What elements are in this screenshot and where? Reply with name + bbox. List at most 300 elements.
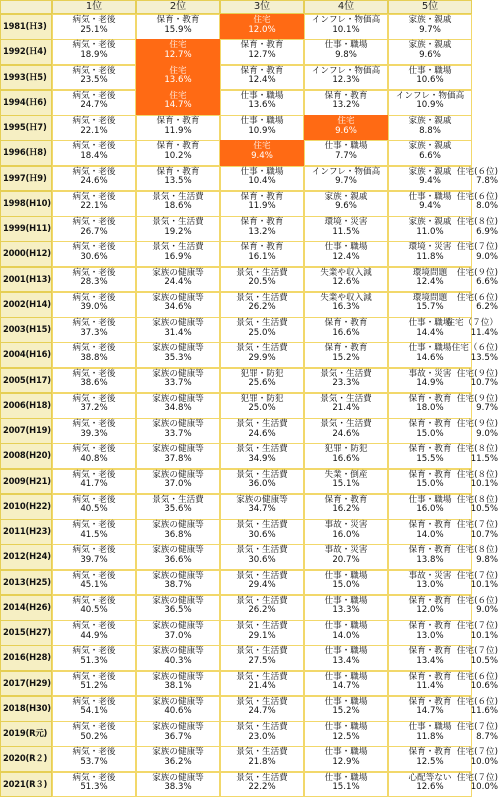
concern-label: 仕事・職場 xyxy=(324,671,368,682)
rank-cell-3 xyxy=(220,166,304,192)
concern-label: 景気・生活費 xyxy=(236,267,288,278)
housing-rank-percent: 7.8% xyxy=(476,176,498,186)
housing-rank-label: 住宅(８位) xyxy=(456,217,498,227)
rank-cell-3 xyxy=(220,645,304,671)
concern-percent: 24.6% xyxy=(332,428,360,439)
concern-label: 病気・老後 xyxy=(72,722,116,732)
rank-cell-2 xyxy=(136,14,220,40)
rank-cell-4 xyxy=(304,418,388,444)
rank-cell-1 xyxy=(52,671,136,697)
housing-rank-label: 住宅(７位) xyxy=(456,570,498,581)
concern-percent: 40.6% xyxy=(164,706,192,717)
concern-percent: 38.7% xyxy=(164,580,192,590)
rank-cell-2 xyxy=(136,696,220,722)
year-label: 2004(H16) xyxy=(0,342,52,368)
concern-percent: 14.7% xyxy=(416,706,444,717)
concern-label: 保育・教育 xyxy=(156,116,200,126)
concern-label: 事故・災害 xyxy=(408,570,452,581)
concern-percent: 34.7% xyxy=(248,504,276,515)
concern-label: 仕事・職場 xyxy=(324,696,368,707)
concern-percent: 12.5% xyxy=(416,756,444,767)
concern-label: 保育・教育 xyxy=(240,242,284,253)
concern-percent: 29.1% xyxy=(248,630,276,641)
concern-label: 家族の健康等 xyxy=(152,393,204,404)
concern-label: 景気・生活費 xyxy=(236,520,288,530)
year-label: 1994(Ｈ6) xyxy=(0,90,52,116)
rank-cell-2 xyxy=(136,595,220,621)
concern-percent: 36.5% xyxy=(164,605,192,616)
rank-cell-4 xyxy=(304,191,388,217)
concern-percent: 41.5% xyxy=(80,529,108,540)
concern-percent: 14.0% xyxy=(416,529,444,540)
concern-label: 景気・生活費 xyxy=(236,747,288,758)
year-label: 1997(Ｈ9) xyxy=(0,166,52,192)
rank-cell-2 xyxy=(136,166,220,192)
concern-percent: 38.6% xyxy=(80,378,108,388)
concern-percent: 14.6% xyxy=(416,352,444,363)
concern-percent: 41.7% xyxy=(80,479,108,489)
rank-cell-4 xyxy=(304,115,388,141)
concern-percent: 30.6% xyxy=(248,529,276,540)
concern-label: 病気・老後 xyxy=(72,40,116,51)
rank-cell-2 xyxy=(136,645,220,671)
housing-rank-percent: 9.0% xyxy=(476,251,498,262)
housing-rank-label: 住宅(６位) xyxy=(456,292,498,303)
rank-cell-1 xyxy=(52,721,136,747)
concern-percent: 40.8% xyxy=(80,453,108,464)
housing-rank-percent: 9.0% xyxy=(476,428,498,439)
rank-cell-3 xyxy=(220,267,304,293)
concern-percent: 38.8% xyxy=(80,352,108,363)
housing-rank-note xyxy=(440,570,500,596)
concern-label: 家族の健康等 xyxy=(152,318,204,328)
concern-percent: 14.0% xyxy=(332,630,360,641)
concern-label: 病気・老後 xyxy=(72,15,116,25)
concern-label: 家族の健康等 xyxy=(152,722,204,732)
concern-percent: 10.9% xyxy=(248,125,276,136)
housing-rank-label: 住宅(８位) xyxy=(456,444,498,455)
concern-label: 景気・生活費 xyxy=(236,772,288,783)
housing-rank-label: 住宅(６位) xyxy=(456,595,498,606)
rank-cell-1 xyxy=(52,519,136,545)
concern-percent: 18.0% xyxy=(416,403,444,414)
concern-label: 保育・教育 xyxy=(240,191,284,202)
concern-percent: 10.9% xyxy=(416,100,444,111)
concern-label: 景気・生活費 xyxy=(236,646,288,657)
housing-rank-percent: 8.7% xyxy=(476,731,498,742)
concern-percent: 15.0% xyxy=(416,428,444,439)
concern-percent: 27.5% xyxy=(248,655,276,666)
concern-label: 仕事・職場 xyxy=(408,722,452,732)
concern-percent: 26.7% xyxy=(80,226,108,237)
year-label: 2021(R３) xyxy=(0,772,52,798)
concern-percent: 13.0% xyxy=(416,580,444,590)
concern-percent: 25.1% xyxy=(80,24,108,35)
concern-label: 家族の健康等 xyxy=(152,621,204,631)
concern-percent: 15.1% xyxy=(332,479,360,489)
concern-label: 保育・教育 xyxy=(156,15,200,25)
housing-rank-percent: 10.5% xyxy=(470,504,498,515)
concern-percent: 21.4% xyxy=(248,681,276,691)
concern-percent: 13.4% xyxy=(332,655,360,666)
concern-label: 病気・老後 xyxy=(72,646,116,657)
concern-percent: 25.6% xyxy=(248,378,276,388)
rank-cell-2 xyxy=(136,216,220,242)
rank-cell-1 xyxy=(52,14,136,40)
housing-rank-percent: 9.7% xyxy=(476,403,498,414)
year-label: 1995(Ｈ7) xyxy=(0,115,52,141)
concern-label: 保育・教育 xyxy=(408,646,452,657)
housing-rank-note xyxy=(440,342,500,368)
concern-percent: 9.7% xyxy=(419,24,441,35)
concern-label: 病気・老後 xyxy=(72,141,116,152)
rank-cell-1 xyxy=(52,645,136,671)
rank-cell-2 xyxy=(136,544,220,570)
concern-percent: 15.7% xyxy=(416,302,444,313)
housing-rank-percent: 10.7% xyxy=(470,529,498,540)
rank-cell-5 xyxy=(388,140,472,166)
concern-percent: 12.6% xyxy=(332,277,360,287)
housing-rank-label: 住宅(６位) xyxy=(456,696,498,707)
concern-label: 病気・老後 xyxy=(72,267,116,278)
year-label: 1992(Ｈ4) xyxy=(0,39,52,65)
concern-percent: 14.7% xyxy=(332,681,360,691)
concern-percent: 21.8% xyxy=(248,756,276,767)
concern-label: 景気・生活費 xyxy=(236,621,288,631)
rank-cell-1 xyxy=(52,368,136,394)
concern-label: 環境・災害 xyxy=(324,217,368,227)
concern-label: 病気・老後 xyxy=(72,494,116,505)
rank-cell-3 xyxy=(220,14,304,40)
concern-label: 病気・老後 xyxy=(72,570,116,581)
rank-cell-1 xyxy=(52,342,136,368)
concern-label: 家族の健康等 xyxy=(152,520,204,530)
concern-percent: 12.4% xyxy=(332,251,360,262)
concern-percent: 14.4% xyxy=(416,327,444,338)
housing-rank-label: 住宅(９位) xyxy=(456,419,498,429)
concern-percent: 36.2% xyxy=(164,756,192,767)
year-label: 2006(H18) xyxy=(0,393,52,419)
concern-percent: 36.8% xyxy=(164,529,192,540)
concern-label: 仕事・職場 xyxy=(240,116,284,126)
concern-percent: 16.6% xyxy=(332,453,360,464)
concern-percent: 30.6% xyxy=(248,554,276,565)
housing-rank-percent: 10.6% xyxy=(470,681,498,691)
rank-cell-2 xyxy=(136,671,220,697)
rank-cell-4 xyxy=(304,696,388,722)
rank-cell-2 xyxy=(136,90,220,116)
housing-rank-note xyxy=(440,191,500,217)
rank-cell-4 xyxy=(304,772,388,798)
housing-rank-label: 住宅(８位) xyxy=(456,469,498,480)
housing-rank-label: 住宅（６位) xyxy=(451,343,498,354)
concern-label: 景気・生活費 xyxy=(236,722,288,732)
concern-label: 保育・教育 xyxy=(408,393,452,404)
concern-percent: 9.6% xyxy=(419,49,441,60)
concern-label: 家族・親戚 xyxy=(408,141,452,152)
concern-percent: 13.2% xyxy=(248,226,276,237)
rank-cell-1 xyxy=(52,620,136,646)
concern-label: 家族の健康等 xyxy=(152,444,204,455)
concern-label: 家族の健康等 xyxy=(152,747,204,758)
concern-label: 心配等ない xyxy=(408,772,452,783)
concern-label: 病気・老後 xyxy=(72,444,116,455)
rank-header-2: 2位 xyxy=(136,0,220,14)
concern-label: 失業や収入減 xyxy=(320,292,372,303)
concern-percent: 11.8% xyxy=(416,731,444,742)
concern-percent: 29.9% xyxy=(248,352,276,363)
rank-cell-2 xyxy=(136,443,220,469)
concern-label: 家族の健康等 xyxy=(152,570,204,581)
year-label: 2009(H21) xyxy=(0,469,52,495)
concern-label: 失業や収入減 xyxy=(320,267,372,278)
concern-percent: 21.4% xyxy=(332,403,360,414)
concern-percent: 39.3% xyxy=(80,428,108,439)
concern-percent: 14.7% xyxy=(164,100,192,111)
concern-label: 家族の健康等 xyxy=(152,696,204,707)
concern-label: 景気・生活費 xyxy=(236,469,288,480)
concern-label: 景気・生活費 xyxy=(236,696,288,707)
concern-label: 病気・老後 xyxy=(72,393,116,404)
housing-rank-percent: 10.0% xyxy=(470,756,498,767)
housing-rank-note xyxy=(440,696,500,722)
concern-label: 仕事・職場 xyxy=(324,747,368,758)
concern-percent: 29.4% xyxy=(248,580,276,590)
concern-label: 病気・老後 xyxy=(72,696,116,707)
rank-header-3: 3位 xyxy=(220,0,304,14)
rank-cell-5 xyxy=(388,115,472,141)
rank-cell-2 xyxy=(136,746,220,772)
concern-percent: 38.1% xyxy=(164,681,192,691)
rank-cell-3 xyxy=(220,418,304,444)
concern-percent: 12.4% xyxy=(248,75,276,85)
concern-percent: 9.8% xyxy=(335,49,357,60)
concern-label: 保育・教育 xyxy=(408,621,452,631)
rank-cell-2 xyxy=(136,418,220,444)
housing-rank-label: 住宅(６位) xyxy=(456,166,498,177)
concern-label: インフレ・物価高 xyxy=(311,65,381,76)
rank-cell-3 xyxy=(220,721,304,747)
year-label: 1996(Ｈ8) xyxy=(0,140,52,166)
concern-percent: 11.9% xyxy=(164,125,192,136)
concern-label: 家族の健康等 xyxy=(152,419,204,429)
rank-cell-1 xyxy=(52,216,136,242)
concern-percent: 35.3% xyxy=(164,352,192,363)
concern-percent: 51.2% xyxy=(80,681,108,691)
concern-label: 保育・教育 xyxy=(240,217,284,227)
concern-label: 景気・生活費 xyxy=(236,343,288,354)
concern-label: 病気・老後 xyxy=(72,595,116,606)
rank-cell-1 xyxy=(52,570,136,596)
concern-label: 仕事・職場 xyxy=(324,242,368,253)
concern-percent: 19.2% xyxy=(164,226,192,237)
concern-percent: 12.5% xyxy=(332,731,360,742)
concern-percent: 11.8% xyxy=(416,251,444,262)
concern-percent: 26.2% xyxy=(248,605,276,616)
concern-label: 保育・教育 xyxy=(408,469,452,480)
concern-label: 失業・倒産 xyxy=(324,469,368,480)
rank-cell-1 xyxy=(52,595,136,621)
concern-label: 景気・生活費 xyxy=(320,393,372,404)
concern-label: 環境問題 xyxy=(412,267,448,278)
concern-percent: 28.3% xyxy=(80,277,108,287)
concern-label: 家族・親戚 xyxy=(408,116,452,126)
rank-cell-4 xyxy=(304,721,388,747)
housing-rank-percent: 9.8% xyxy=(476,554,498,565)
concern-label: 住宅 xyxy=(169,40,187,51)
concern-label: 家族の健康等 xyxy=(152,469,204,480)
concern-label: 景気・生活費 xyxy=(152,242,204,253)
year-label: 2008(H20) xyxy=(0,443,52,469)
year-label: 1993(Ｈ5) xyxy=(0,65,52,91)
housing-rank-percent: 11.6% xyxy=(470,706,498,717)
rank-cell-2 xyxy=(136,241,220,267)
concern-percent: 24.4% xyxy=(164,277,192,287)
concern-percent: 34.8% xyxy=(164,403,192,414)
housing-rank-percent: 10.1% xyxy=(470,479,498,489)
rank-cell-2 xyxy=(136,115,220,141)
rank-cell-2 xyxy=(136,140,220,166)
concern-percent: 9.7% xyxy=(335,176,357,186)
concern-label: 住宅 xyxy=(253,15,271,25)
concern-percent: 22.1% xyxy=(80,201,108,212)
concern-percent: 36.6% xyxy=(164,554,192,565)
housing-rank-note xyxy=(440,494,500,520)
concern-percent: 23.3% xyxy=(332,378,360,388)
rank-cell-1 xyxy=(52,418,136,444)
year-label: 2014(H26) xyxy=(0,595,52,621)
concern-label: 保育・教育 xyxy=(408,545,452,556)
concern-percent: 51.3% xyxy=(80,782,108,792)
housing-rank-label: 住宅(６位) xyxy=(456,191,498,202)
year-label: 1981(Ｈ3) xyxy=(0,14,52,40)
concern-label: 保育・教育 xyxy=(408,595,452,606)
concern-label: 仕事・職場 xyxy=(324,646,368,657)
concern-label: 保育・教育 xyxy=(156,166,200,177)
concern-percent: 18.6% xyxy=(164,201,192,212)
rank-cell-5 xyxy=(388,90,472,116)
concern-label: 家族の健康等 xyxy=(152,368,204,379)
concern-label: 病気・老後 xyxy=(72,772,116,783)
concern-percent: 25.0% xyxy=(248,327,276,338)
concern-label: 病気・老後 xyxy=(72,242,116,253)
concern-percent: 18.4% xyxy=(80,150,108,161)
concern-percent: 9.4% xyxy=(419,176,441,186)
concern-label: 病気・老後 xyxy=(72,368,116,379)
concern-label: 家族・親戚 xyxy=(408,40,452,51)
rank-cell-4 xyxy=(304,90,388,116)
concern-percent: 13.6% xyxy=(164,75,192,85)
concern-label: 病気・老後 xyxy=(72,343,116,354)
concern-percent: 51.3% xyxy=(80,655,108,666)
rank-cell-4 xyxy=(304,368,388,394)
concern-percent: 10.2% xyxy=(164,150,192,161)
rank-cell-1 xyxy=(52,544,136,570)
rank-cell-4 xyxy=(304,342,388,368)
rank-cell-3 xyxy=(220,216,304,242)
concern-label: 保育・教育 xyxy=(324,318,368,328)
rank-cell-3 xyxy=(220,90,304,116)
concern-percent: 37.2% xyxy=(80,403,108,414)
housing-rank-percent: 6.2% xyxy=(476,302,498,313)
housing-rank-label: 住宅(９位) xyxy=(456,393,498,404)
concern-label: 保育・教育 xyxy=(240,40,284,51)
concern-label: 仕事・職場 xyxy=(408,65,452,76)
rank-cell-1 xyxy=(52,115,136,141)
rank-cell-3 xyxy=(220,292,304,318)
concern-percent: 15.0% xyxy=(416,479,444,489)
concern-percent: 16.1% xyxy=(248,251,276,262)
concern-percent: 13.2% xyxy=(332,100,360,111)
rank-cell-2 xyxy=(136,317,220,343)
concern-percent: 53.7% xyxy=(80,756,108,767)
housing-rank-note xyxy=(440,721,500,747)
housing-rank-label: 住宅(７位) xyxy=(456,242,498,253)
concern-percent: 20.7% xyxy=(332,554,360,565)
concern-label: 事故・災害 xyxy=(324,545,368,556)
concern-percent: 13.6% xyxy=(248,100,276,111)
housing-rank-percent: 10.5% xyxy=(470,655,498,666)
concern-label: 保育・教育 xyxy=(408,747,452,758)
year-label: 2015(H27) xyxy=(0,620,52,646)
housing-rank-note xyxy=(440,317,500,343)
concern-percent: 13.8% xyxy=(416,554,444,565)
rank-cell-2 xyxy=(136,721,220,747)
concern-label: 病気・老後 xyxy=(72,191,116,202)
concern-percent: 12.0% xyxy=(416,605,444,616)
concern-label: 病気・老後 xyxy=(72,545,116,556)
concern-percent: 40.5% xyxy=(80,504,108,515)
concern-percent: 11.5% xyxy=(332,226,360,237)
concern-percent: 23.5% xyxy=(80,75,108,85)
year-label: 2007(H19) xyxy=(0,418,52,444)
housing-rank-note xyxy=(440,443,500,469)
rank-cell-3 xyxy=(220,696,304,722)
rank-cell-1 xyxy=(52,746,136,772)
rank-cell-2 xyxy=(136,191,220,217)
concern-label: 病気・老後 xyxy=(72,469,116,480)
housing-rank-note xyxy=(440,544,500,570)
concern-label: 景気・生活費 xyxy=(152,494,204,505)
housing-rank-note xyxy=(440,267,500,293)
rank-cell-3 xyxy=(220,317,304,343)
rank-cell-3 xyxy=(220,115,304,141)
housing-rank-note xyxy=(440,620,500,646)
concern-percent: 13.4% xyxy=(416,655,444,666)
concern-percent: 12.9% xyxy=(332,756,360,767)
rank-cell-3 xyxy=(220,671,304,697)
housing-rank-percent: 13.5% xyxy=(470,352,498,363)
concern-label: 景気・生活費 xyxy=(236,292,288,303)
housing-rank-label: 住宅(７位) xyxy=(456,772,498,783)
concern-label: 家族・親戚 xyxy=(408,166,452,177)
year-label: 2013(H25) xyxy=(0,570,52,596)
rank-cell-2 xyxy=(136,342,220,368)
housing-rank-note xyxy=(440,418,500,444)
rank-cell-1 xyxy=(52,140,136,166)
rank-cell-3 xyxy=(220,544,304,570)
rank-cell-4 xyxy=(304,645,388,671)
concern-percent: 15.2% xyxy=(332,706,360,717)
concern-percent: 37.8% xyxy=(164,453,192,464)
year-label: 1998(H10) xyxy=(0,191,52,217)
concern-label: 仕事・職場 xyxy=(324,40,368,51)
concern-percent: 12.7% xyxy=(248,49,276,60)
housing-rank-percent: 9.0% xyxy=(476,605,498,616)
concern-label: 家族の健康等 xyxy=(152,772,204,783)
housing-rank-note xyxy=(440,368,500,394)
rank-cell-3 xyxy=(220,772,304,798)
